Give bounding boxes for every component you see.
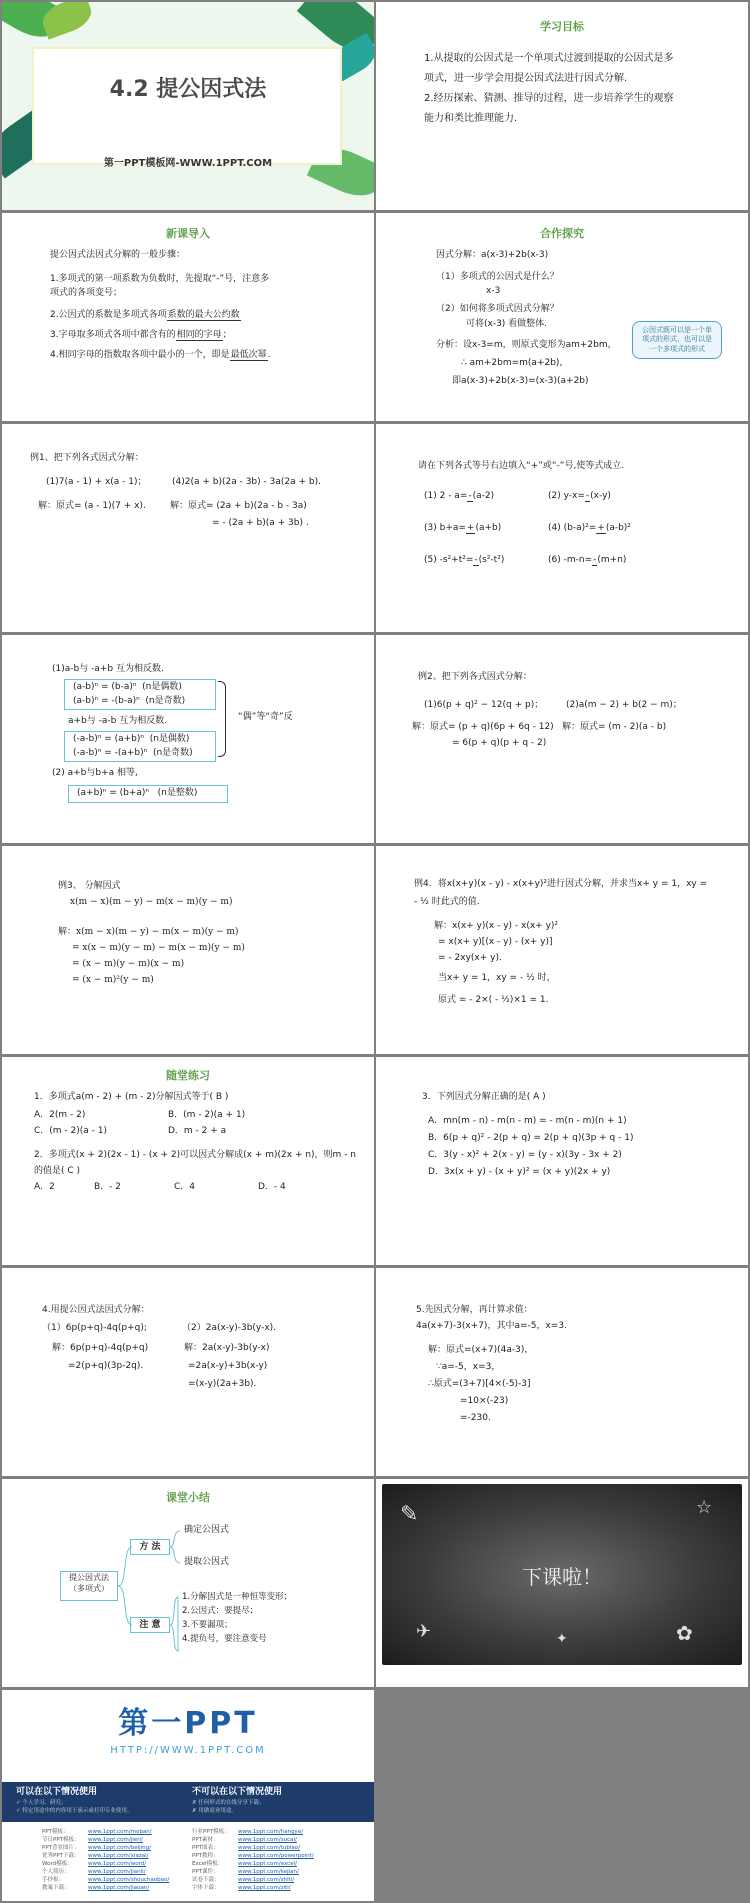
root-box: 提公因式法 （多项式） (60, 1571, 118, 1601)
link-url[interactable]: www.1ppt.com/jianli/ (88, 1869, 146, 1875)
fill-item: (2) y-x=-(x-y) (548, 491, 611, 501)
text-line: 当x+ y = 1，xy = - ½ 时， (438, 973, 556, 983)
link-label: 字体下载： (192, 1885, 220, 1891)
question: 3．下列因式分解正确的是( A ) (422, 1092, 546, 1102)
link-label: PPT图表： (192, 1845, 219, 1851)
brand-url: HTTP://WWW.1PPT.COM (110, 1745, 266, 1756)
fill-item: (4) (b-a)²=+(a-b)² (548, 523, 631, 533)
text-line: =(x-y)(2a+3b). (188, 1379, 257, 1389)
link-url[interactable]: www.1ppt.com/shouchaobao/ (88, 1877, 170, 1883)
text-line: = (x − m)(y − m)(x − m) (72, 959, 185, 969)
text-line: 1.多项式的第一项系数为负数时，先提取“-”号，注意多 (50, 274, 270, 284)
text-line: 4.相同字母的指数取各项中最小的一个，即是最低次幂. (50, 350, 271, 360)
link-url[interactable]: www.1ppt.com/excel/ (238, 1861, 297, 1867)
link-row (42, 1860, 169, 1868)
link-row (192, 1884, 314, 1892)
link-url[interactable]: www.1ppt.com/ziti/ (238, 1885, 291, 1891)
cannot-title: 不可以在以下情况使用 (192, 1787, 283, 1797)
slide-example4 (376, 846, 748, 1054)
leaf-text: 3.不要漏项； (182, 1620, 233, 1630)
text-line: =-230. (460, 1413, 491, 1423)
text-line: 2.公因式的系数是多项式各项系数的最大公约数 (50, 310, 240, 320)
text-line: 可将(x-3) 看做整体. (466, 319, 548, 329)
link-url[interactable]: www.1ppt.com/moban/ (88, 1829, 152, 1835)
text-line: （2）2a(x-y)-3b(y-x). (182, 1323, 277, 1333)
slide-credits (2, 1690, 374, 1901)
link-label: PPT教程： (192, 1853, 219, 1859)
leaf-text: 确定公因式 (184, 1525, 230, 1535)
slide-summary (2, 1479, 374, 1687)
slide-heading: 随堂练习 (166, 1069, 210, 1082)
text-line: =2(p+q)(3p-2q). (68, 1361, 144, 1371)
text-line: （1）6p(p+q)-4q(p+q); (42, 1323, 147, 1333)
link-url[interactable]: www.1ppt.com/shiti/ (238, 1877, 295, 1883)
text-line: 解：原式= (m - 2)(a - b) (562, 722, 667, 732)
link-url[interactable]: www.1ppt.com/beijing/ (88, 1845, 152, 1851)
text-line: = - 2xy(x+ y)． (438, 953, 508, 963)
fill-item: (1) 2 - a=-(a-2) (424, 491, 495, 501)
text-line: 例1、把下列各式因式分解： (30, 453, 144, 463)
option: D．m - 2 + a (168, 1126, 227, 1136)
link-row (192, 1860, 314, 1868)
leaf-text: 提取公因式 (184, 1557, 230, 1567)
option: D．- 4 (258, 1182, 286, 1192)
option: C．4 (174, 1182, 196, 1192)
link-label: PPT背景图片： (42, 1845, 80, 1851)
link-label: 优秀PPT下载： (42, 1853, 80, 1859)
text-line: 例2、把下列各式因式分解： (418, 672, 532, 682)
slide-heading: 学习目标 (540, 20, 584, 33)
doodle-star: ✿ (676, 1621, 693, 1645)
option: B．(m - 2)(a + 1) (168, 1110, 246, 1120)
text-line: 解：原式=(x+7)(4a-3)， (428, 1345, 534, 1355)
option: A．2 (34, 1182, 55, 1192)
site-label: 第一PPT模板网-WWW.1PPT.COM (103, 158, 273, 169)
option: C．3(y - x)² + 2(x - y) = (y - x)(3y - 3x + 2) (428, 1150, 622, 1160)
link-url[interactable]: www.1ppt.com/kejian/ (238, 1869, 299, 1875)
link-row (192, 1852, 314, 1860)
link-url[interactable]: www.1ppt.com/hangye/ (238, 1829, 304, 1835)
link-row (42, 1884, 169, 1892)
slide-heading: 合作探究 (540, 227, 584, 240)
formula-box: (-a-b)ⁿ = (a+b)ⁿ (n是偶数) (-a-b)ⁿ = -(a+b)ⁿ (n是奇数) (64, 731, 216, 762)
text-line: ∵a=-5，x=3， (436, 1362, 501, 1372)
text-line: 分析：设x-3=m，则原式变形为am+2bm， (436, 340, 617, 350)
doodle-star: ✎ (400, 1502, 419, 1527)
text-line: - ½ 时此式的值． (414, 897, 486, 907)
slide-explore (376, 213, 748, 421)
text-line: 提公因式法因式分解的一般步骤： (50, 250, 186, 260)
links-right (192, 1828, 314, 1892)
text-line: ∴ am+2bm=m(a+2b)， (461, 358, 569, 368)
slide-practice1 (2, 1057, 374, 1265)
link-row (42, 1876, 169, 1884)
slide-practice4 (376, 1268, 748, 1476)
text-line: 解：2a(x-y)-3b(y-x) (184, 1343, 270, 1353)
slide-end (376, 1479, 748, 1687)
link-url[interactable]: www.1ppt.com/tubiao/ (238, 1845, 300, 1851)
text-line: 解：x(x+ y)(x - y) - x(x+ y)² (434, 921, 559, 931)
slide-example3 (2, 846, 374, 1054)
text-line: 4a(x+7)-3(x+7)，其中a=-5，x=3. (416, 1321, 567, 1331)
text-line: =10×(-23) (460, 1396, 509, 1406)
brace (218, 681, 226, 757)
can-title: 可以在以下情况使用 (16, 1787, 98, 1797)
formula-box: (a+b)ⁿ = (b+a)ⁿ (n是整数) (68, 785, 228, 803)
link-label: 个人简历： (42, 1869, 70, 1875)
text-line: (1)6(p + q)² − 12(q + p)； (424, 700, 544, 710)
text-line: 解：6p(p+q)-4q(p+q) (52, 1343, 149, 1353)
slide-practice2 (376, 1057, 748, 1265)
text-line: =2a(x-y)+3b(x-y) (188, 1361, 268, 1371)
question: 1．多项式a(m - 2) + (m - 2)分解因式等于( B ) (34, 1092, 229, 1102)
text-line: = 6(p + q)(p + q - 2) (452, 738, 547, 748)
slide-fill-signs (376, 424, 748, 632)
slide-main-title: 4.2 提公因式法 (109, 77, 267, 102)
cannot-item: ✗ 用做商业用途。 (192, 1808, 237, 1814)
slide-practice3 (2, 1268, 374, 1476)
formula-box: (a-b)ⁿ = (b-a)ⁿ (n是偶数) (a-b)ⁿ = -(b-a)ⁿ (n是奇数) (64, 679, 216, 710)
fill-item: (6) -m-n=-(m+n) (548, 555, 627, 565)
text-line: 例4．将x(x+y)(x - y) - x(x+y)²进行因式分解，并求当x+ y = 1，xy = (414, 879, 708, 889)
link-row (192, 1868, 314, 1876)
link-row (42, 1836, 169, 1844)
text-line: = x(x − m)(y − m) − m(x − m)(y − m) (72, 943, 245, 953)
option: B．6(p + q)² - 2(p + q) = 2(p + q)(3p + q - 1) (428, 1133, 634, 1143)
text-line: = - (2a + b)(a + 3b) . (212, 518, 309, 528)
link-label: 行业PPT模板： (192, 1829, 230, 1835)
link-url[interactable]: www.1ppt.com/jiaoan/ (88, 1885, 150, 1891)
title-frame (32, 47, 342, 165)
text-line: 请在下列各式等号右边填入“+”或“-”号,使等式成立. (418, 461, 625, 471)
text-line: 原式 = - 2×( - ½)×1 = 1. (438, 995, 549, 1005)
text-line: （1）多项式的公因式是什么？ (436, 272, 559, 282)
slide-opposites (2, 635, 374, 843)
link-row (192, 1828, 314, 1836)
link-label: 教案下载： (42, 1885, 70, 1891)
question: 2．多项式(x + 2)(2x - 1) - (x + 2)可以因式分解成(x + m)(2x + n)，则m - n (34, 1150, 357, 1160)
option: D．3x(x + y) - (x + y)² = (x + y)(2x + y) (428, 1167, 611, 1177)
link-label: PPT模板： (42, 1829, 69, 1835)
link-label: Word模板： (42, 1861, 73, 1867)
text-line: (1)a-b与 -a+b 互为相反数. (52, 664, 164, 674)
text-line: 2.经历探索、猜测、推导的过程，进一步培养学生的观察 (424, 93, 674, 104)
text-line: = (x − m)²(y − m) (72, 975, 154, 985)
link-url[interactable]: www.1ppt.com/word/ (88, 1861, 147, 1867)
text-line: 能力和类比推理能力. (424, 113, 518, 124)
text-line: 1.从提取的公因式是一个单项式过渡到提取的公因式是多 (424, 53, 674, 64)
links-left (42, 1828, 169, 1892)
text-line: (4)2(a + b)(2a - 3b) - 3a(2a + b). (172, 477, 321, 487)
slide-example1 (2, 424, 374, 632)
slide-heading: 新课导入 (166, 227, 210, 240)
option: C．(m - 2)(a - 1) (34, 1126, 108, 1136)
link-row (192, 1836, 314, 1844)
doodle-star: ✈ (416, 1621, 432, 1642)
text-line: ∴原式=(3+7)[4×(-5)-3] (428, 1379, 531, 1389)
can-item: ✓ 特定用途中的内容用于演示或打印专业使用。 (16, 1808, 133, 1814)
text-line: 解：x(m − x)(m − y) − m(x − m)(y − m) (58, 927, 239, 937)
text-line: x-3 (486, 286, 501, 296)
text-line: a+b与 -a-b 互为相反数. (68, 716, 168, 726)
link-label: 节日PPT模板： (42, 1837, 80, 1843)
option: B．- 2 (94, 1182, 122, 1192)
link-row (192, 1844, 314, 1852)
link-url[interactable]: www.1ppt.com/powerpoint/ (238, 1853, 314, 1859)
text-line: 即a(x-3)+2b(x-3)=(x-3)(a+2b) (452, 376, 589, 386)
brand-logo: 第一PPT (118, 1706, 258, 1741)
text-line: 因式分解：a(x-3)+2b(x-3) (436, 250, 549, 260)
leaf-text: 2.公因式：要提尽； (182, 1606, 259, 1616)
link-row (42, 1844, 169, 1852)
end-text: 下课啦！ (522, 1565, 602, 1589)
option: A．2(m - 2) (34, 1110, 86, 1120)
link-row (42, 1828, 169, 1836)
side-note: “偶”等“奇”反 (238, 712, 293, 722)
slide-intro (2, 213, 374, 421)
question: 的值是( C ) (34, 1166, 81, 1176)
text-line: x(m − x)(m − y) − m(x − m)(y − m) (70, 897, 233, 907)
link-url[interactable]: www.1ppt.com/sucai/ (238, 1837, 297, 1843)
leaf-text: 4.提负号，要注意变号 (182, 1634, 267, 1644)
text-line: (1)7(a - 1) + x(a - 1)； (46, 477, 147, 487)
doodle-star: ☆ (696, 1497, 713, 1518)
slide-example2 (376, 635, 748, 843)
text-line: （2）如何将多项式因式分解？ (436, 304, 559, 314)
text-line: 项式，进一步学会用提公因式法进行因式分解. (424, 73, 628, 84)
slide-objectives (376, 2, 748, 210)
link-url[interactable]: www.1ppt.com/xiazai/ (88, 1853, 149, 1859)
link-label: PPT素材： (192, 1837, 219, 1843)
text-line: 解：原式= (2a + b)(2a - b - 3a) (170, 501, 307, 511)
text-line: = x(x+ y)[(x - y) - (x+ y)] (438, 937, 553, 947)
text-line: (2) a+b与b+a 相等, (52, 768, 138, 778)
text-line: 解：原式= (a - 1)(7 + x). (38, 501, 146, 511)
link-label: 试卷下载： (192, 1877, 220, 1883)
text-line: 例3、 分解因式 (58, 881, 121, 891)
text-line: 5.先因式分解，再计算求值： (416, 1305, 533, 1315)
branch-method: 方 法 (130, 1539, 170, 1555)
link-label: PPT课件： (192, 1869, 219, 1875)
option: A．mn(m - n) - m(n - m) = - m(n - m)(n + 1) (428, 1116, 627, 1126)
text-line: (2)a(m − 2) + b(2 − m)； (566, 700, 682, 710)
speech-bubble: 公因式既可以是一个单项式的形式，也可以是一个多项式的形式 (632, 321, 722, 359)
text-line: 项式的各项变号； (50, 288, 123, 298)
link-url[interactable]: www.1ppt.com/jieri/ (88, 1837, 143, 1843)
doodle-star: ✦ (556, 1631, 568, 1647)
slide-title (2, 2, 374, 210)
text-line: 4.用提公因式法因式分解： (42, 1305, 150, 1315)
link-row (42, 1868, 169, 1876)
link-label: Excel模板： (192, 1861, 224, 1867)
tree-lines (2, 1479, 374, 1687)
fill-item: (5) -s²+t²=-(s²-t²) (424, 555, 505, 565)
can-item: ✓ 个人学习、研究； (16, 1800, 67, 1806)
link-row (42, 1852, 169, 1860)
text-line: 3.字母取多项式各项中都含有的相同的字母； (50, 330, 232, 340)
link-row (192, 1876, 314, 1884)
branch-note: 注 意 (130, 1617, 170, 1633)
fill-item: (3) b+a=+(a+b) (424, 523, 502, 533)
text-line: 解：原式= (p + q)(6p + 6q - 12) (412, 722, 554, 732)
leaf-text: 1.分解因式是一种恒等变形； (182, 1592, 293, 1602)
slide-heading: 课堂小结 (166, 1491, 210, 1504)
link-label: 手抄报： (42, 1877, 65, 1883)
cannot-item: ✗ 任何形式的在线分享下载； (192, 1800, 265, 1806)
